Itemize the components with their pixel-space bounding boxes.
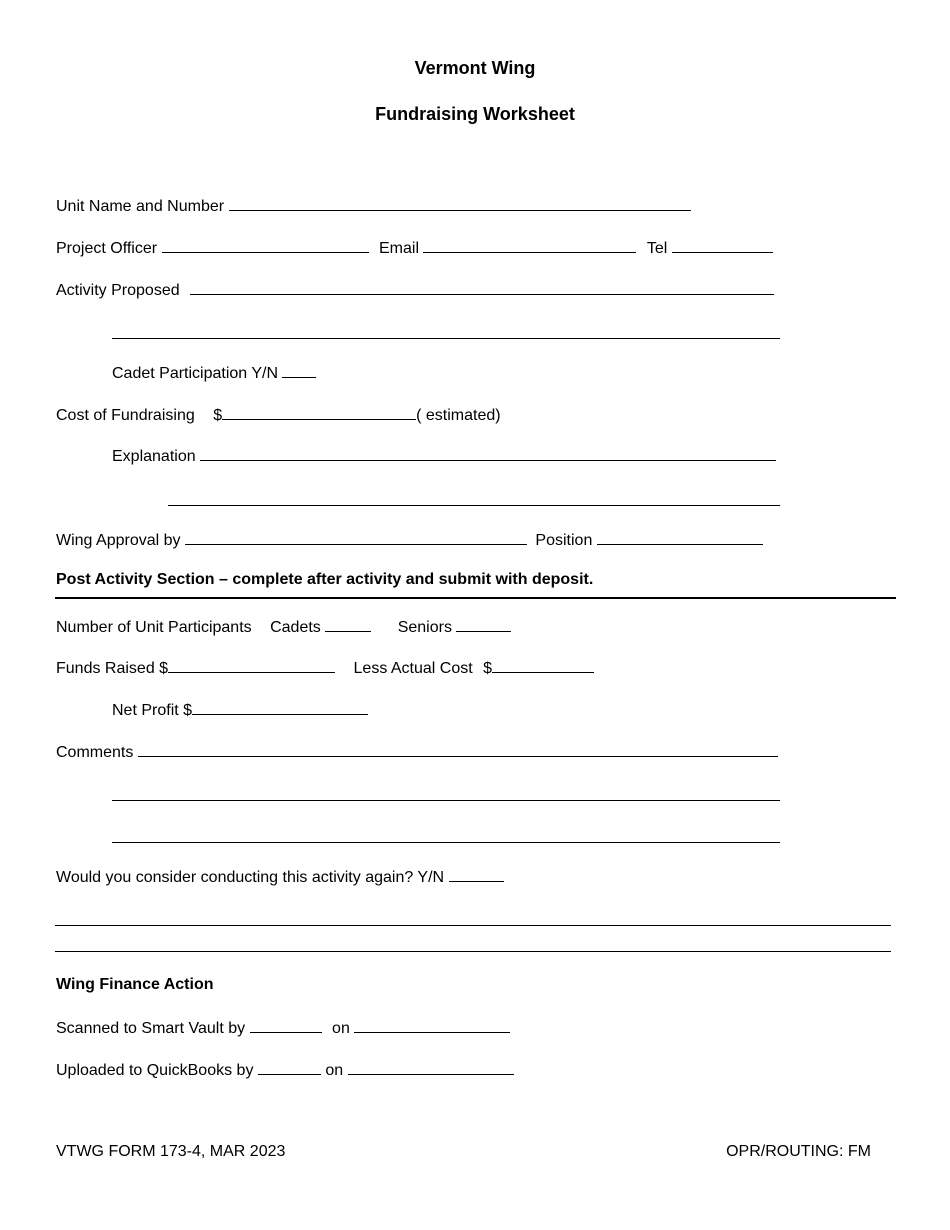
uploaded-on-field[interactable]: [348, 1060, 514, 1075]
comments-field-line-3[interactable]: [112, 828, 780, 843]
project-officer-row: [56, 238, 773, 258]
again-field[interactable]: [449, 867, 504, 882]
explanation-continuation: [168, 491, 780, 511]
full-width-line-2[interactable]: [55, 951, 891, 952]
wing-approval-field[interactable]: [185, 530, 527, 545]
project-officer-field[interactable]: [162, 238, 369, 253]
explanation-field-line-2[interactable]: [168, 491, 780, 506]
again-label: Would you consider conducting this activity again? Y/N: [56, 869, 445, 886]
full-width-line-1[interactable]: [55, 925, 891, 926]
activity-row: [56, 280, 774, 300]
cadets-label: Cadets: [270, 619, 321, 636]
explanation-field[interactable]: [200, 446, 776, 461]
seniors-field[interactable]: [456, 617, 511, 632]
funds-row: [56, 658, 594, 678]
cost-currency: $: [213, 407, 223, 424]
funds-raised-field[interactable]: [168, 658, 335, 673]
comments-row: [56, 742, 778, 762]
activity-continuation: [112, 324, 780, 344]
wing-approval-row: [56, 530, 763, 550]
scanned-on-field[interactable]: [354, 1018, 510, 1033]
seniors-label: Seniors: [397, 619, 452, 636]
tel-field[interactable]: [672, 238, 773, 253]
scanned-label: Scanned to Smart Vault by: [56, 1020, 246, 1037]
participants-row: [56, 617, 511, 637]
uploaded-by-field[interactable]: [258, 1060, 321, 1075]
finance-heading: Wing Finance Action: [56, 976, 214, 993]
less-actual-cost-field[interactable]: [492, 658, 594, 673]
project-officer-label: Project Officer: [56, 240, 158, 257]
comments-label: Comments: [56, 744, 134, 761]
form-id: VTWG FORM 173-4, MAR 2023: [56, 1143, 286, 1160]
wing-approval-label: Wing Approval by: [56, 532, 181, 549]
comments-continuation-2: [112, 828, 780, 848]
unit-name-label: Unit Name and Number: [56, 198, 225, 215]
cost-row: [56, 405, 501, 425]
activity-label: Activity Proposed: [56, 282, 180, 299]
cost-field[interactable]: [222, 405, 416, 420]
cost-estimated: ( estimated): [416, 407, 501, 424]
uploaded-row: [56, 1060, 514, 1080]
section-divider: [55, 597, 896, 599]
net-profit-field[interactable]: [192, 700, 368, 715]
cadet-participation-label: Cadet Participation Y/N: [112, 365, 279, 382]
participants-label: Number of Unit Participants: [56, 619, 252, 636]
scanned-row: [56, 1018, 510, 1038]
routing: OPR/ROUTING: FM: [726, 1143, 871, 1160]
net-profit-row: [112, 700, 368, 720]
activity-field-line-2[interactable]: [112, 324, 780, 339]
cadet-participation-row: [112, 363, 316, 383]
scanned-on-label: on: [332, 1020, 350, 1037]
funds-raised-label: Funds Raised $: [56, 660, 169, 677]
cadet-participation-field[interactable]: [282, 363, 316, 378]
position-field[interactable]: [597, 530, 763, 545]
explanation-row: [112, 446, 776, 466]
page-title: Fundraising Worksheet: [375, 104, 575, 124]
less-cost-currency: $: [483, 660, 493, 677]
email-field[interactable]: [423, 238, 636, 253]
cadets-field[interactable]: [325, 617, 371, 632]
comments-continuation-1: [112, 786, 780, 806]
activity-field[interactable]: [190, 280, 774, 295]
comments-field-line-2[interactable]: [112, 786, 780, 801]
unit-name-field[interactable]: [229, 196, 691, 211]
again-row: [56, 867, 504, 887]
net-profit-label: Net Profit $: [112, 702, 193, 719]
email-label: Email: [378, 240, 419, 257]
org-title: Vermont Wing: [414, 58, 536, 78]
explanation-label: Explanation: [112, 448, 196, 465]
uploaded-on-label: on: [325, 1062, 344, 1079]
tel-label: Tel: [646, 240, 668, 257]
post-activity-heading: Post Activity Section – complete after activity and submit with deposit.: [56, 571, 594, 588]
cost-label: Cost of Fundraising: [56, 407, 195, 424]
comments-field[interactable]: [138, 742, 778, 757]
less-actual-cost-label: Less Actual Cost: [353, 660, 473, 677]
unit-name-row: [56, 196, 691, 216]
position-label: Position: [535, 532, 593, 549]
uploaded-label: Uploaded to QuickBooks by: [56, 1062, 254, 1079]
scanned-by-field[interactable]: [250, 1018, 322, 1033]
